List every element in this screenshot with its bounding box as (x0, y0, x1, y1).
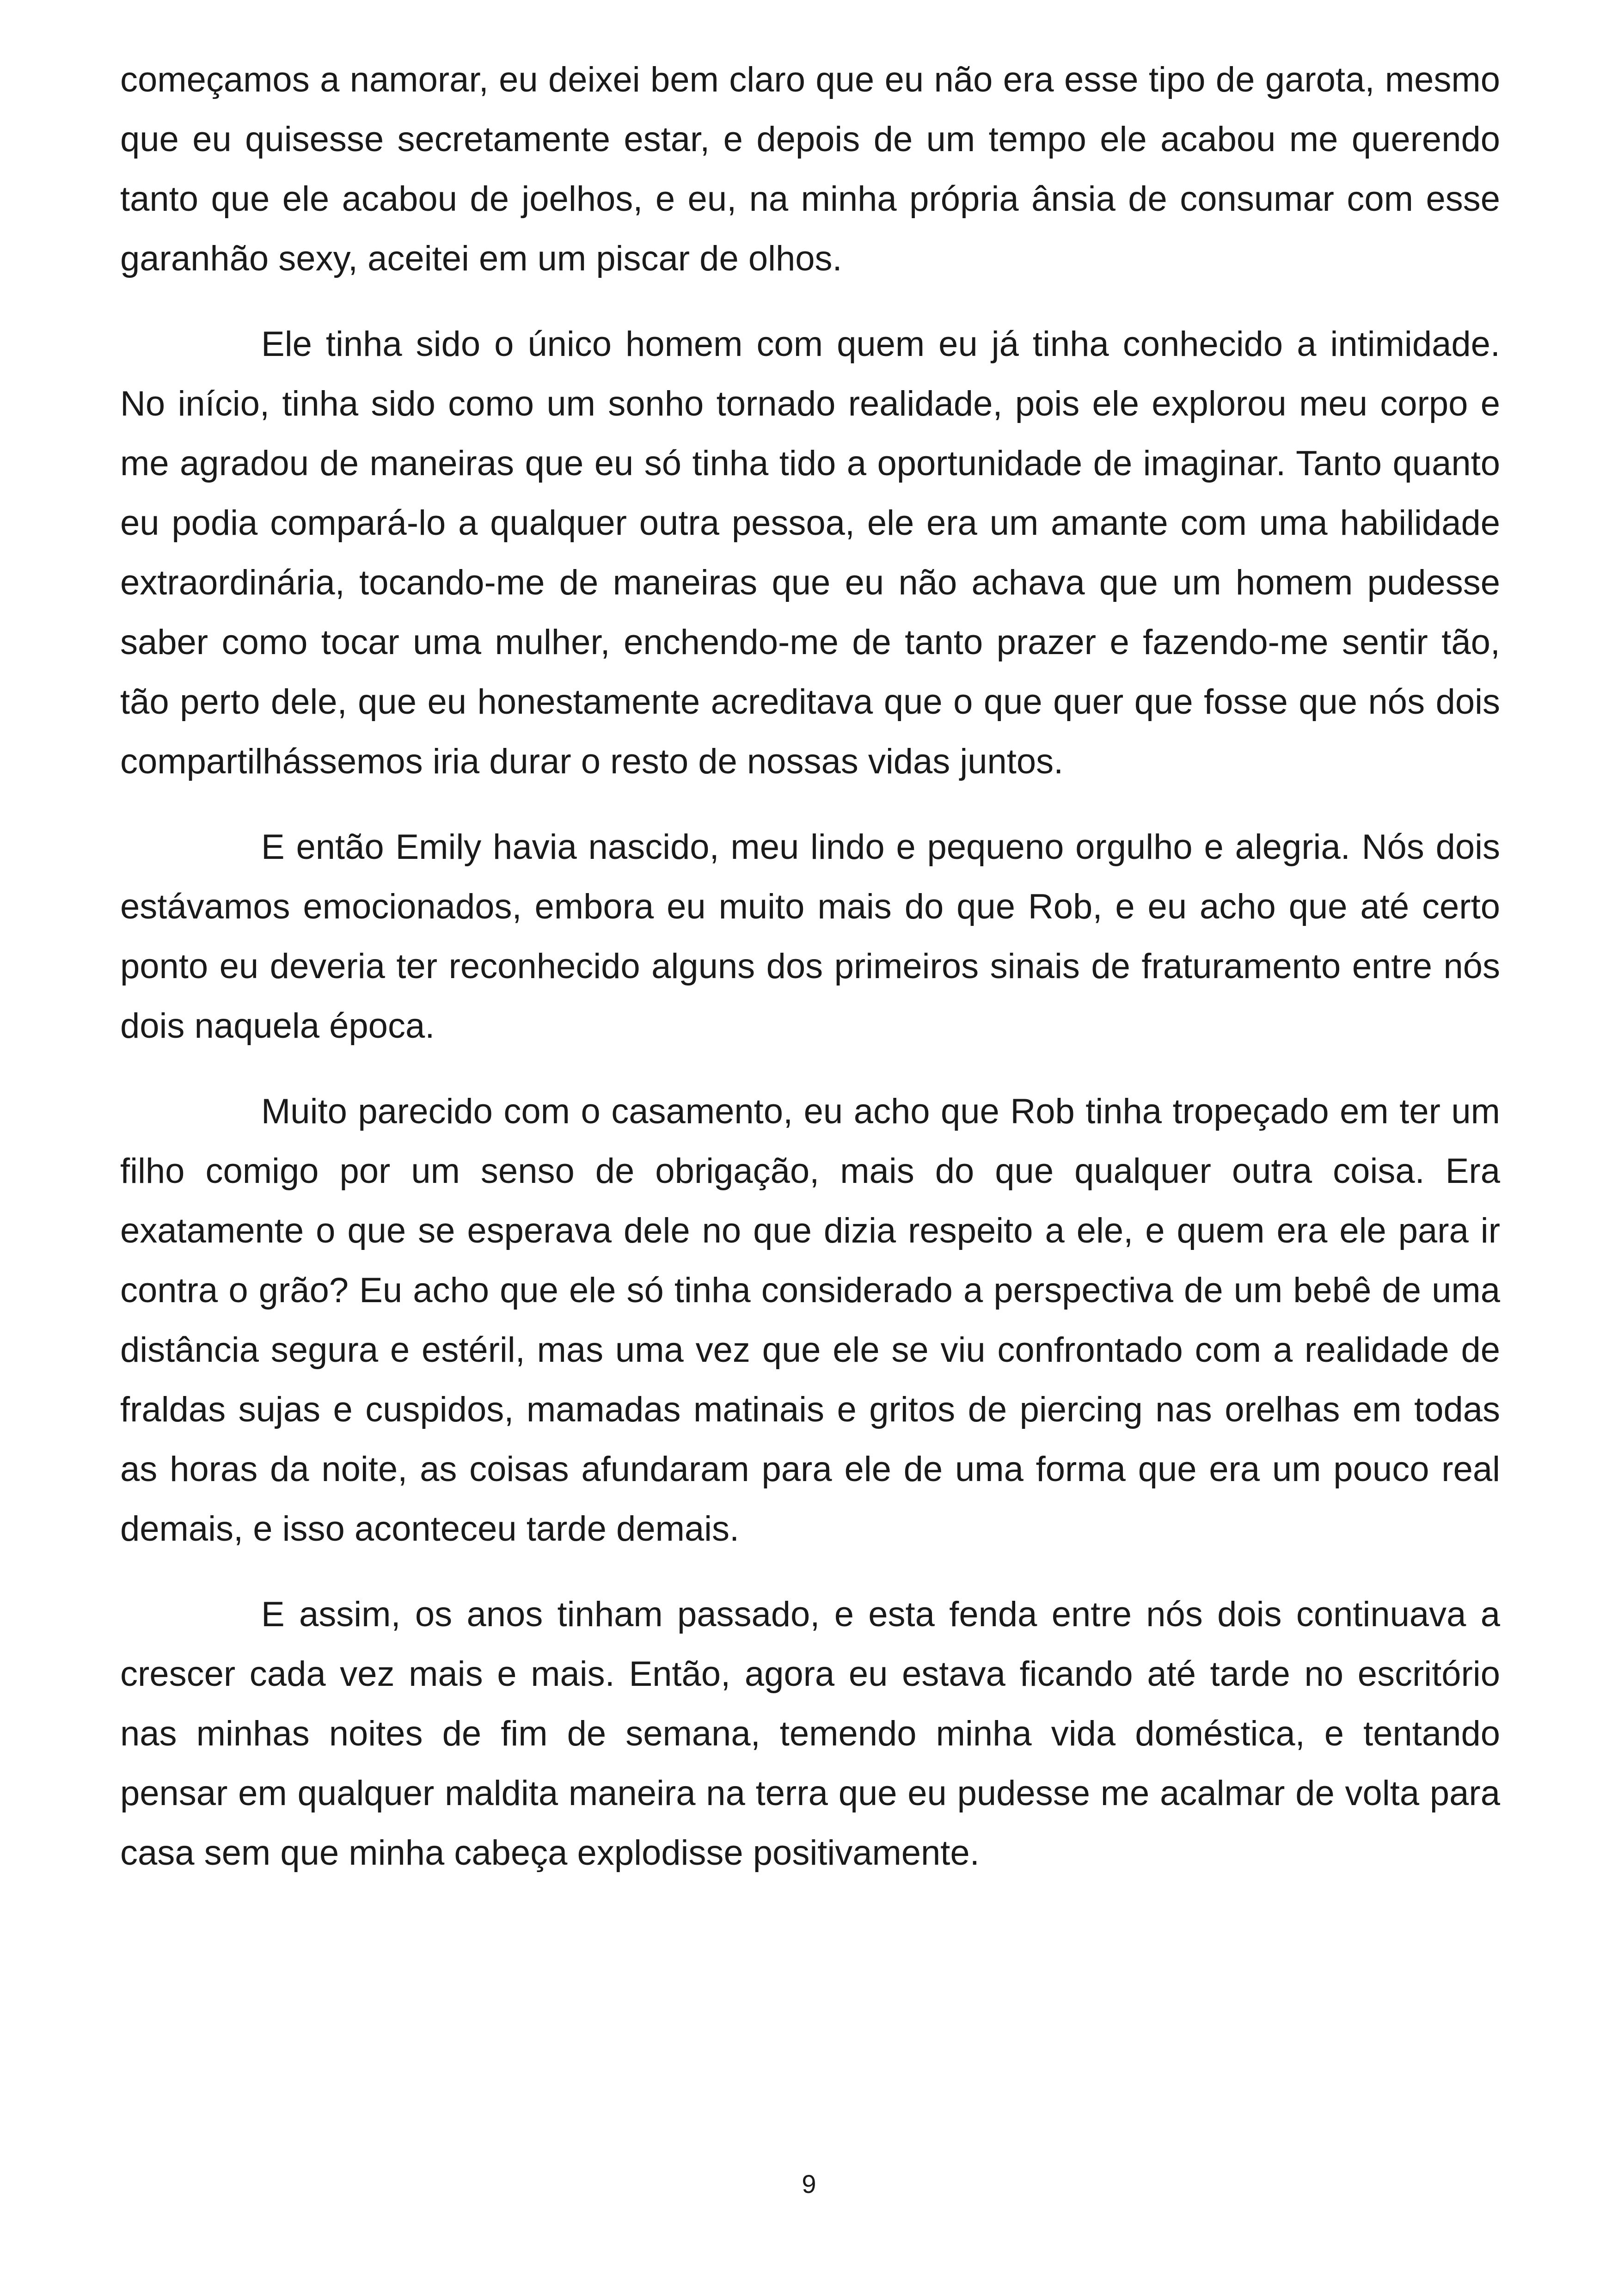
paragraph-3: E então Emily havia nascido, meu lindo e pequeno orgulho e alegria. Nós dois estávamos emocionados, embora eu muito mais do que Rob, e eu acho que até certo ponto eu deveria ter reconhecido alguns dos primeiros sinais de fraturamento entre nós dois naquela época. (120, 827, 1500, 1046)
paragraph-1: começamos a namorar, eu deixei bem claro que eu não era esse tipo de garota, mesmo que eu quisesse secretamente estar, e depois de um tempo ele acabou me querendo tanto que ele acabou de joelhos, e eu, na minha própria ânsia de consumar com esse garanhão sexy, aceitei em um piscar de olhos. (120, 60, 1500, 278)
paragraph-5: E assim, os anos tinham passado, e esta fenda entre nós dois continuava a crescer cada vez mais e mais. Então, agora eu estava ficando até tarde no escritório nas minhas noites de fim de semana, temendo minha vida doméstica, e tentando pensar em qualquer maldita maneira na terra que eu pudesse me acalmar de volta para casa sem que minha cabeça explodisse positivamente. (120, 1595, 1500, 1873)
paragraph-4: Muito parecido com o casamento, eu acho que Rob tinha tropeçado em ter um filho comigo por um senso de obrigação, mais do que qualquer outra coisa. Era exatamente o que se esperava dele no que dizia respeito a ele, e quem era ele para ir contra o grão? Eu acho que ele só tinha considerado a perspectiva de um bebê de uma distância segura e estéril, mas uma vez que ele se viu confrontado com a realidade de fraldas sujas e cuspidos, mamadas matinais e gritos de piercing nas orelhas em todas as horas da noite, as coisas afundaram para ele de uma forma que era um pouco real demais, e isso aconteceu tarde demais. (120, 1092, 1500, 1549)
page-number: 9 (802, 2169, 816, 2198)
paragraph-2: Ele tinha sido o único homem com quem eu já tinha conhecido a intimidade. No início, tinha sido como um sonho tornado realidade, pois ele explorou meu corpo e me agradou de maneiras que eu só tinha tido a oportunidade de imaginar. Tanto quanto eu podia compará-lo a qualquer outra pessoa, ele era um amante com uma habilidade extraordinária, tocando-me de maneiras que eu não achava que um homem pudesse saber como tocar uma mulher, enchendo-me de tanto prazer e fazendo-me sentir tão, tão perto dele, que eu honestamente acreditava que o que quer que fosse que nós dois compartilhássemos iria durar o resto de nossas vidas juntos. (120, 325, 1500, 781)
body-text (120, 50, 1500, 1909)
